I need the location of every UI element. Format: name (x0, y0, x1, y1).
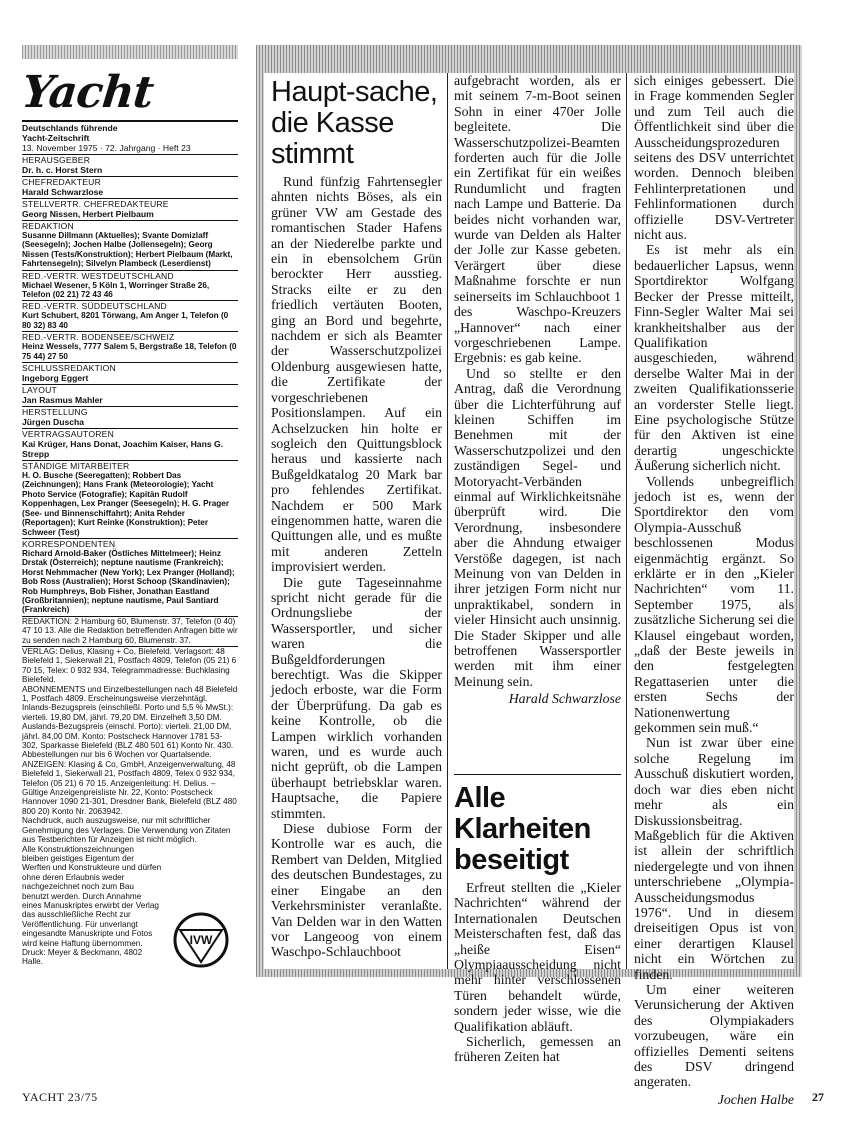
masthead-section-text: Susanne Dillmann (Aktuelles); Svante Domizlaff (Seesegeln); Jochen Halbe (Jollensegeln); Georg Nissen (Tests/Konstruktion); Herbert Pielbaum (Markt, Fahrtensegeln); Silvelyn Plambeck (Leserdienst) (22, 231, 233, 269)
author-schwarzlose: Harald Schwarzlose (508, 691, 621, 707)
article-paragraph: Erfreut stellten die „Kieler Nachrichten“ während der Internationalen Deutschen Meisterschaften fest, daß das „heiße Eisen“ Olympiaausscheidung nicht mehr hinter verschlossenen Türen behandelt würde, sondern jeder wisse, wie die Qualifikation abläuft. (454, 880, 621, 1034)
masthead-section-head: CHEFREDAKTEUR (22, 177, 101, 187)
masthead-section-text: Kai Krüger, Hans Donat, Joachim Kaiser, Hans G. Strepp (22, 439, 224, 460)
masthead-section-text: Harald Schwarzlose (22, 187, 104, 197)
article-paragraph: aufgebracht worden, als er mit seinem 7-m-Boot seinen Sohn in einer 470er Jolle begleitete. Die Wasserschutzpolizei-Beamten forderten auch für die Jolle ein Zertifikat für ein weißes Rundumlicht und fragten nach Lampe und Batterie. Da beides nicht vorhanden war, wurde van Delden als Halter der Jolle zur Kasse gebeten. Verärgert über diese Maßnahme forschte er nun seinerseits im Schlauchboot 1 des Waschpo-Kreuzers „Hannover“ nach einer vorgeschriebenen Lampe. Ergebnis: es gab keine. (454, 73, 621, 366)
masthead-section-text: Heinz Wessels, 7777 Salem 5, Bergstraße 18, Telefon (0 75 44) 27 50 (22, 342, 237, 361)
ivw-logo-text: IVW (189, 933, 213, 947)
masthead-section-head: HERSTELLUNG (22, 407, 88, 418)
article-column-2 (454, 73, 621, 1065)
article2-col2-body (454, 880, 621, 1065)
article1-col1-body (271, 174, 442, 960)
author-halbe: Jochen Halbe (717, 1091, 794, 1107)
article-paragraph: Sicherlich, gemessen an früheren Zeiten hat (454, 1034, 621, 1065)
article-paragraph: Diese dubiose Form der Kontrolle war es auch, die Rembert van Delden, Mitglied des deutschen Bundestages, zu einer Eingabe an den Verkehrsminister veranlaßte. Van Delden war in den Watten vor Langeoog von einem Waschpo-Schlauchboot (271, 821, 442, 960)
abonnements-info: ABONNEMENTS und Einzelbestellungen nach 48 Bielefeld 1, Postfach 4809. Erscheinungsweise vierzehntägl. Inlands-Bezugspreis (einschließl. Porto und 5,5 % MwSt.): vierteli. 19,80 DM, jährl. 79,20 DM. Einzelheft 3,50 DM. Auslands-Bezugspreis (einschl. Porto): vierteli. 21,00 DM, jährl. 84,00 DM. Konto: Postscheck Hannover 1781 53-302, Sparkasse Bielefeld (BLZ 480 501 61) Konto Nr. 430. Abbestellungen nur bis 6 Wochen vor Quartalsende. (22, 684, 238, 760)
masthead-tagline-2: Yacht-Zeitschrift (22, 133, 90, 143)
masthead-section-head: SCHLUSSREDAKTION (22, 363, 116, 374)
masthead-section-head: STÄNDIGE MITARBEITER (22, 461, 130, 472)
masthead-section-head: VERTRAGSAUTOREN (22, 429, 114, 440)
masthead-section-text: Jan Rasmus Mahler (22, 395, 103, 406)
article-paragraph: Um einer weiteren Verunsicherung der Aktiven des Olympiakaders vorzubeugen, wäre ein offizielles Dementi seitens des DSV dringend angeraten. (634, 981, 794, 1090)
masthead-section-text: Michael Wesener, 5 Köln 1, Worringer Straße 26, Telefon (02 21) 72 43 46 (22, 280, 210, 300)
redaktion-address: REDAKTION: 2 Hamburg 60, Blumenstr. 37, Telefon (0 40) 47 10 13. Alle die Redaktion betreffenden Anfragen bitte wir zu senden nach 2 Hamburg 60, Blumenstr. 37. (22, 616, 238, 645)
masthead-tagline-1: Deutschlands führende (22, 123, 118, 133)
article-paragraph: Nun ist zwar über eine solche Regelung im Ausschuß diskutiert worden, doch war dies eben nicht mehr als ein Diskussionsbeitrag. Maßgeblich für die Aktiven ist allein der schriftlich niedergelegte und von ihnen unterschriebene „Olympia-Ausscheidungsmodus 1976“. Und in diesem dreiseitigen Opus ist von einer derartigen Klausel nicht ein Wörtchen zu finden. (634, 735, 794, 982)
headline-alle-klarheiten: Alle Klarheiten beseitigt (454, 782, 591, 876)
masthead-section-head: HERAUSGEBER (22, 155, 91, 165)
article-column-3 (634, 73, 794, 1107)
masthead-column (19, 66, 238, 990)
masthead-section-text: Kurt Schubert, 8201 Törwang, Am Anger 1, Telefon (0 80 32) 83 40 (22, 311, 229, 330)
ivw-logo (170, 912, 232, 968)
verlag-info: VERLAG: Delius, Klasing + Co, Bielefeld. Verlagsort: 48 Bielefeld 1, Siekerwall 21, Postfach 4809, Telefon (05 21) 6 70 15, Telex: 0 932 934, Telegrammadresse: Buchklasing Bielefeld. (22, 646, 237, 685)
masthead-section-head: STELLVERTR. CHEFREDAKTEURE (22, 199, 169, 209)
masthead-section-head: REDAKTION (22, 221, 74, 231)
article-frame-inner (264, 73, 794, 1107)
headline-hauptsache: Haupt-sache, die Kasse stimmt (271, 76, 438, 170)
article-paragraph: Vollends unbegreiflich jedoch ist es, wenn der Sportdirektor den vom Olympia-Ausschuß beschlossenen Modus eigenmächtig ergänzt. So erklärte er in den „Kieler Nachrichten“ vom 11. September 1975, als zusätzliche Sicherung sei die Klausel eingebaut worden, „daß der Beste jeweils in den festgelegten Regattaserien unter die ersten Sechs der Nationenwertung gekommen sein muß.“ (634, 473, 794, 736)
article2-col3-body (634, 73, 794, 1090)
page-number: 27 (812, 1090, 824, 1104)
article-column-1 (271, 73, 442, 969)
article-paragraph: Und so stellte er den Antrag, daß die Verordnung über die Lichterführung auf kleinen Schiffen im Benehmen mit der Wasserschutzpolizei und den zuständigen Segel- und Motoryacht-Verbänden einmal auf Wirklichkeitsnähe überprüft wird. Die Verordnung, insbesondere aber die Ahndung etwaiger Verstöße dagegen, ist nach Meinung von van Delden in ihrer jetzigen Form nicht nur unpraktikabel, sondern in vieler Hinsicht auch unsinnig. Die Stader Skipper und alle betroffenen Wassersportler werden mit ihm einer Meinung sein. (454, 365, 621, 689)
logo-rule (22, 120, 238, 122)
masthead-section-head: RED.-VERTR. BODENSEE/SCHWEIZ (22, 332, 175, 343)
article-paragraph: Es ist mehr als ein bedauerlicher Lapsus, wenn Sportdirektor Wolfgang Becker der Presse mitteilt, Finn-Segler Walter Mai sei krankheitshalber aus der Qualifikation ausgeschieden, während derselbe Walter Mai in der zweiten Qualifikationsserie an vorderster Stelle liegt. Eine psychologische Stütze für den Aktiven ist eine derartig ungeschickte Äußerung sicherlich nicht. (634, 242, 794, 474)
yacht-logo: Yacht (19, 67, 156, 118)
masthead-section-text: Ingeborg Eggert (22, 373, 89, 384)
anzeigen-info: ANZEIGEN: Klasing & Co, GmbH, Anzeigenverwaltung, 48 Bielefeld 1, Siekerwall 21, Postfach 4809, Telex 0 932 934, Telefon (05 21) 6 70 15. Anzeigenleitung: H. Delius. – Gültige Anzeigenpreisliste Nr. 22, Konto: Postscheck Hannover 1090 21-301, Dresdner Bank, Bielefeld (BLZ 480 800 20) Konto Nr. 2063942. (22, 759, 237, 816)
konstruktion-info: Alle Konstruktionszeichnungen bleiben geistiges Eigentum der Werften und Konstrukteure und dürfen ohne deren Erlaubnis weder nachgezeichnet noch zum Bau benutzt werden. Durch Annahme eines Manuskriptes erwirbt der Verlag das ausschließliche Recht zur Veröffentlichung. Für unverlangt eingesandte Manuskripte und Fotos wird keine Haftung übernommen. Druck: Meyer & Beckmann, 4802 Halle. (22, 844, 162, 967)
masthead-decor-strip (22, 45, 238, 59)
masthead-section-text: Richard Arnold-Baker (Östliches Mittelmeer); Heinz Drstak (Österreich); neptune nautisme (Frankreich); Horst Nehmmacher (New York); Lex Pranger (Holland); Bob Ross (Australien); Horst Schoop (Skandinavien); Rob Humphreys, Bob Fisher, Jonathan Eastland (Großbritannien); neptune nautisme, Paul Santiard (Frankreich) (22, 548, 235, 615)
nachdruck-info: Nachdruck, auch auszugsweise, nur mit schriftlicher Genehmigung des Verlages. Die Verwendung von Zitaten aus Testberichten für Anzeigen ist nicht möglich. (22, 816, 231, 845)
masthead-section-text: Jürgen Duscha (22, 417, 85, 428)
masthead-section-text: H. O. Busche (Seeregatten); Robbert Das (Zeichnungen); Hans Frank (Meteorologie); Yacht Photo Service (Fotografie); Kapitän Rudolf Koppenhagen, Lex Pranger (Seesegeln); H. G. Prager (See- und Binnenschiffahrt); Anita Rehder (Reportagen); Kurt Reinke (Konstruktion); Peter Schweer (Test) (22, 471, 230, 537)
article-frame (256, 45, 802, 1107)
article-paragraph: Rund fünfzig Fahrtensegler ahnten nichts Böses, als ein grüner VW am Gestade des romantischen Stader Hafens an der Niederelbe parkte und ein in ebensolchem Grün berockter Herr ausstieg. Stracks eilte er zu den friedlich vertäuten Booten, ging an Bord und begehrte, nachdem er sich als Beamter der Wasserschutzpolizei Oldenburg ausgewiesen hatte, die Zertifikate der vorgeschriebenen Positionslampen. Auf ein Achselzucken hin holte er sogleich den Quittungsblock heraus und kassierte nach Bußgeldkatalog 20 Mark bar pro fehlendes Zertifikat. Nachdem er 500 Mark eingenommen hatte, waren die Quittungen alle, und es mußte mit anderen Zetteln improvisiert werden. (271, 174, 442, 575)
masthead-section-head: KORRESPONDENTEN (22, 538, 116, 549)
article1-col2-body (454, 73, 621, 689)
masthead-section-head: RED.-VERTR. WESTDEUTSCHLAND (22, 270, 174, 281)
masthead-sections (22, 154, 238, 615)
column-rule (447, 73, 448, 969)
masthead-section-head: RED.-VERTR. SÜDDEUTSCHLAND (22, 301, 167, 312)
column-rule (626, 73, 627, 969)
article-paragraph: Die gute Tageseinnahme spricht nicht gerade für die Ordnungsliebe der Wassersportler, und sicher waren die Bußgeldforderungen berechtigt. Was die Skipper jedoch erboste, war die Form der Überprüfung. Da gab es keine Kontrolle, ob die Lampen wirklich vorhanden waren, und es wurde auch nicht geprüft, ob die Lampen überhaupt betriebsklar waren. Hauptsache, die Papiere stimmten. (271, 574, 442, 821)
masthead-section-head: LAYOUT (22, 385, 57, 396)
article-paragraph: sich einiges gebessert. Die in Frage kommenden Segler und zum Teil auch die Öffentlichkeit sind über die Ausscheidungsprozeduren seitens des DSV unterrichtet worden. Dennoch bleiben Fehlinterpretationen und Fehlinformationen durch offizielle DSV-Vertreter nicht aus. (634, 73, 794, 243)
issue-label: YACHT 23/75 (22, 1090, 98, 1104)
masthead-section-text: Georg Nissen, Herbert Pielbaum (22, 209, 154, 219)
masthead-date-line: 13. November 1975 · 72. Jahrgang · Heft 23 (22, 143, 191, 153)
article2-start (454, 774, 621, 1065)
masthead-section-text: Dr. h. c. Horst Stern (22, 165, 103, 175)
